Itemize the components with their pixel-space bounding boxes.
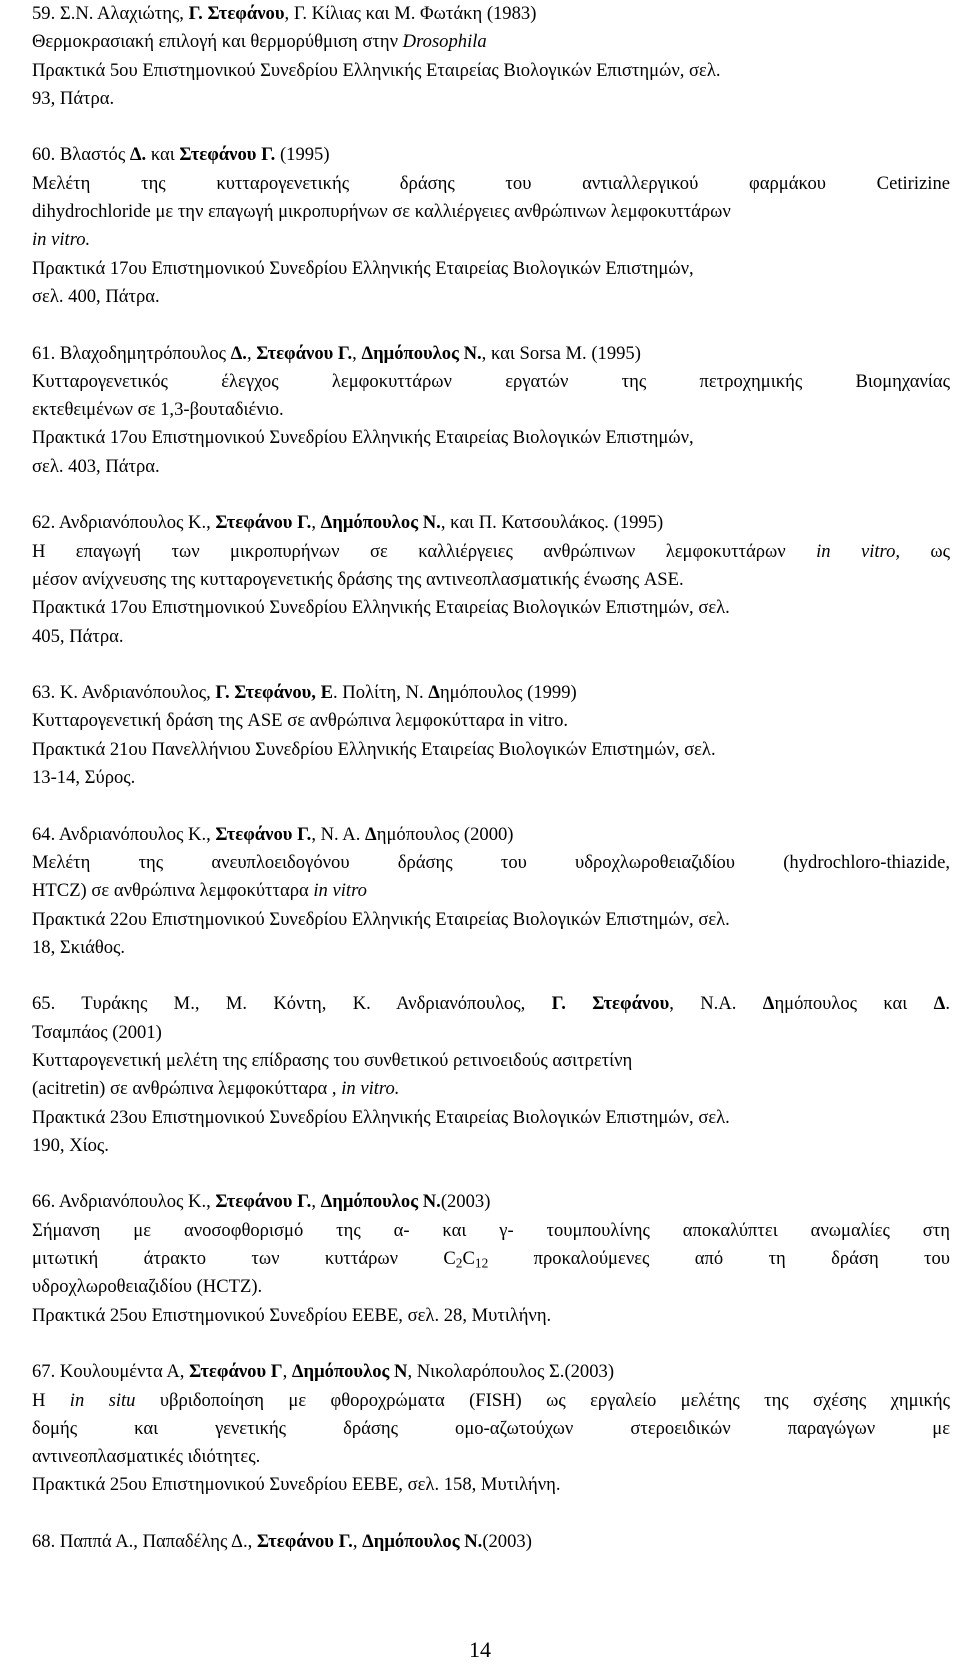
reference-publication-cont: 405, Πάτρα. [32, 625, 124, 647]
reference-publication: Πρακτικά 17ου Επιστημονικού Συνεδρίου Ελληνικής Εταιρείας Βιολογικών Επιστημών, [32, 257, 694, 279]
reference-authors: 63. Κ. Ανδριανόπουλος, Γ. Στεφάνου, Ε. Πολίτη, Ν. Δημόπουλος (1999) [32, 682, 577, 704]
reference-entry-66 [32, 1188, 950, 1329]
reference-title: Η in situ υβριδοποίηση με φθοροχρώματα (FISH) ως εργαλείο μελέτης της σχέσης χημικής [32, 1389, 950, 1411]
reference-authors: 68. Παππά Α., Παπαδέλης Δ., Στεφάνου Γ., Δημόπουλος Ν.(2003) [32, 1531, 532, 1553]
reference-title: Θερμοκρασιακή επιλογή και θερμορύθμιση στην Drosophila [32, 31, 487, 53]
reference-publication: Πρακτικά 25ου Επιστημονικού Συνεδρίου ΕΕΒΕ, σελ. 28, Μυτιλήνη. [32, 1304, 552, 1326]
reference-publication: Πρακτικά 21ου Πανελλήνιου Συνεδρίου Ελληνικής Εταιρείας Βιολογικών Επιστημών, σελ. [32, 738, 716, 760]
reference-title-cont: μιτωτική άτρακτο των κυττάρων $C_2C_{12}$ προκαλούμενες από τη δράση του [32, 1248, 951, 1271]
reference-title: Κυτταρογενετική μελέτη της επίδρασης του συνθετικού ρετινοειδούς ασιτρετίνη [32, 1049, 633, 1071]
reference-entry-67 [32, 1358, 950, 1499]
reference-title-cont: δομής και γενετικής δράσης ομο-αζωτούχων στεροειδικών παραγώγων με [32, 1417, 950, 1439]
reference-authors: 67. Κουλουμέντα Α, Στεφάνου Γ, Δημόπουλος Ν, Νικολαρόπουλος Σ.(2003) [32, 1361, 615, 1383]
reference-publication: Πρακτικά 25ου Επιστημονικού Συνεδρίου ΕΕΒΕ, σελ. 158, Μυτιλήνη. [32, 1474, 561, 1496]
reference-publication-cont: σελ. 403, Πάτρα. [32, 455, 160, 477]
reference-authors: 64. Ανδριανόπουλος Κ., Στεφάνου Γ., Ν. Α. Δημόπουλος (2000) [32, 823, 514, 845]
reference-publication-cont: 18, Σκιάθος. [32, 936, 126, 958]
reference-title: Μελέτη της ανευπλοειδογόνου δράσης του υδροχλωροθειαζιδίου (hydrochloro-thiazide, [32, 851, 950, 873]
reference-publication: Πρακτικά 22ου Επιστημονικού Συνεδρίου Ελληνικής Εταιρείας Βιολογικών Επιστημών, σελ. [32, 908, 730, 930]
reference-title: Κυτταρογενετικός έλεγχος λεμφοκυττάρων εργατών της πετροχημικής Βιομηχανίας [32, 370, 950, 392]
page-number: 14 [469, 1637, 491, 1662]
reference-title-cont-2: υδροχλωροθειαζιδίου (HCTZ). [32, 1276, 263, 1298]
reference-publication-cont: 190, Χίος. [32, 1134, 109, 1156]
reference-title-cont: μέσον ανίχνευσης της κυτταρογενετικής δράσης της αντινεοπλασματικής ένωσης ASE. [32, 568, 684, 590]
reference-title-italic: in vitro. [32, 229, 91, 251]
reference-title: Η επαγωγή των μικροπυρήνων σε καλλιέργειες ανθρώπινων λεμφοκυττάρων in vitro, ως [32, 540, 950, 562]
reference-title-cont: (acitretin) σε ανθρώπινα λεμφοκύτταρα , in vitro. [32, 1078, 400, 1100]
reference-publication-cont: 13-14, Σύρος. [32, 767, 136, 789]
reference-entry-68 [32, 1528, 950, 1556]
reference-authors-cont: Τσαμπάος (2001) [32, 1021, 162, 1043]
reference-authors: 61. Βλαχοδημητρόπουλος Δ., Στεφάνου Γ., Δημόπουλος Ν., και Sorsa M. (1995) [32, 342, 641, 364]
reference-publication: Πρακτικά 17ου Επιστημονικού Συνεδρίου Ελληνικής Εταιρείας Βιολογικών Επιστημών, [32, 427, 694, 449]
reference-publication-cont: σελ. 400, Πάτρα. [32, 285, 160, 307]
reference-title-cont-2: αντινεοπλασματικές ιδιότητες. [32, 1446, 261, 1468]
reference-authors: 66. Ανδριανόπουλος Κ., Στεφάνου Γ., Δημόπουλος Ν.(2003) [32, 1191, 491, 1213]
reference-authors: 65. Τυράκης Μ., Μ. Κόντη, Κ. Ανδριανόπουλος, Γ. Στεφάνου, Ν.Α. Δημόπουλος και Δ. [32, 993, 950, 1015]
document-page [32, 0, 950, 1585]
reference-publication: Πρακτικά 5ου Επιστημονικού Συνεδρίου Ελληνικής Εταιρείας Βιολογικών Επιστημών, σελ. [32, 59, 721, 81]
reference-entry-64 [32, 821, 950, 962]
reference-publication-cont: 93, Πάτρα. [32, 87, 115, 109]
reference-authors: 62. Ανδριανόπουλος Κ., Στεφάνου Γ., Δημόπουλος Ν., και Π. Κατσουλάκος. (1995) [32, 512, 664, 534]
reference-authors: 60. Βλαστός Δ. και Στεφάνου Γ. (1995) [32, 144, 330, 166]
reference-authors: 59. Σ.Ν. Αλαχιώτης, Γ. Στεφάνου, Γ. Κίλιας και Μ. Φωτάκη (1983) [32, 3, 537, 24]
reference-entry-65 [32, 990, 950, 1160]
reference-title: Μελέτη της κυτταρογενετικής δράσης του αντιαλλεργικού φαρμάκου Cetirizine [32, 172, 950, 194]
reference-publication: Πρακτικά 23ου Επιστημονικού Συνεδρίου Ελληνικής Εταιρείας Βιολογικών Επιστημών, σελ. [32, 1106, 730, 1128]
reference-entry-63 [32, 679, 950, 792]
reference-title: Σήμανση με ανοσοφθορισμό της α- και γ- τουμπουλίνης αποκαλύπτει ανωμαλίες στη [32, 1219, 950, 1241]
reference-entry-61 [32, 340, 950, 481]
reference-title: Κυτταρογενετική δράση της ASE σε ανθρώπινα λεμφοκύτταρα in vitro. [32, 710, 569, 732]
reference-title-cont: HTCZ) σε ανθρώπινα λεμφοκύτταρα in vitro [32, 880, 367, 902]
reference-title-cont: dihydrochloride με την επαγωγή μικροπυρήνων σε καλλιέργειες ανθρώπινων λεμφοκυττάρων [32, 201, 731, 223]
reference-entry-59 [32, 0, 950, 113]
reference-title-cont: εκτεθειμένων σε 1,3-βουταδιένιο. [32, 399, 284, 421]
reference-entry-62 [32, 509, 950, 650]
reference-entry-60 [32, 141, 950, 311]
reference-publication: Πρακτικά 17ου Επιστημονικού Συνεδρίου Ελληνικής Εταιρείας Βιολογικών Επιστημών, σελ. [32, 597, 730, 619]
